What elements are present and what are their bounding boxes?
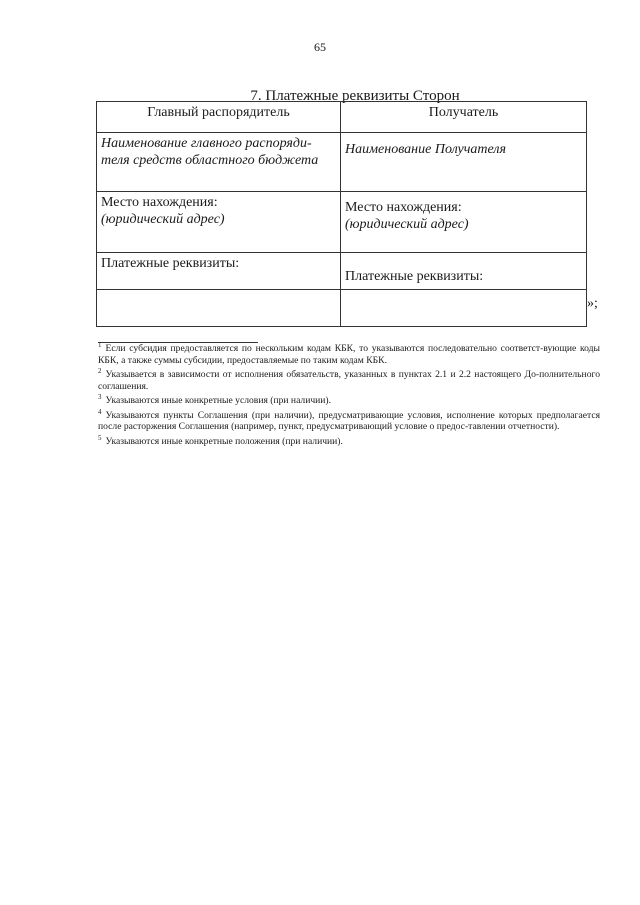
section-title: 7. Платежные реквизиты Сторон <box>250 88 460 104</box>
footnote <box>98 407 600 433</box>
footnote-text: Указывается в зависимости от исполнения обязательств, указанных в пунктах 2.1 и 2.2 настоящего До-полнительного соглашения. <box>98 369 600 392</box>
chief-administrator-payment-details: Платежные реквизиты: <box>97 253 341 290</box>
footnote <box>98 343 600 366</box>
footnote <box>98 433 600 448</box>
empty-cell <box>97 290 341 327</box>
address-label: Место нахождения: <box>345 200 462 215</box>
table-row <box>97 133 587 192</box>
table-row <box>97 192 587 253</box>
footnote-number: 1 <box>98 341 102 349</box>
table-row <box>97 253 587 290</box>
address-note: (юридический адрес) <box>101 212 225 227</box>
table-row-empty <box>97 290 587 327</box>
chief-administrator-address <box>97 192 341 253</box>
recipient-payment-details: Платежные реквизиты: <box>341 253 587 290</box>
header-recipient: Получатель <box>341 102 587 133</box>
footnote-number: 4 <box>98 407 102 416</box>
address-label: Место нахождения: <box>101 195 218 210</box>
address-note: (юридический адрес) <box>345 217 469 232</box>
recipient-address <box>341 192 587 253</box>
header-chief-administrator: Главный распорядитель <box>97 102 341 133</box>
table-header-row <box>97 102 587 133</box>
footnotes <box>98 343 600 450</box>
payment-details-table <box>96 101 587 327</box>
empty-cell <box>341 290 587 327</box>
chief-administrator-name: Наименование главного распоряди-теля средств областного бюджета <box>97 133 341 192</box>
footnote-number: 3 <box>98 393 102 401</box>
footnote <box>98 369 600 392</box>
closing-quote-mark: »; <box>587 296 598 311</box>
footnote-number: 2 <box>98 367 102 375</box>
footnote <box>98 395 600 407</box>
page-number: 65 <box>314 40 326 54</box>
footnote-number: 5 <box>98 433 102 442</box>
recipient-name: Наименование Получателя <box>341 133 587 192</box>
footnote-text: Указываются иные конкретные положения (при наличии). <box>105 435 343 447</box>
footnote-text: Если субсидия предоставляется по нескольким кодам КБК, то указываются последовательно соответст-вующие коды КБК, а также суммы субсидии, предоставляемые по таким кодам КБК. <box>98 343 600 366</box>
footnote-text: Указываются пункты Соглашения (при наличии), предусматривающие условия, исполнение которых предполагается после расторжения Соглашения (например, пункт, предусматривающий условие о предос-тавлении отчетности). <box>98 409 600 432</box>
footnote-text: Указываются иные конкретные условия (при наличии). <box>105 395 332 406</box>
